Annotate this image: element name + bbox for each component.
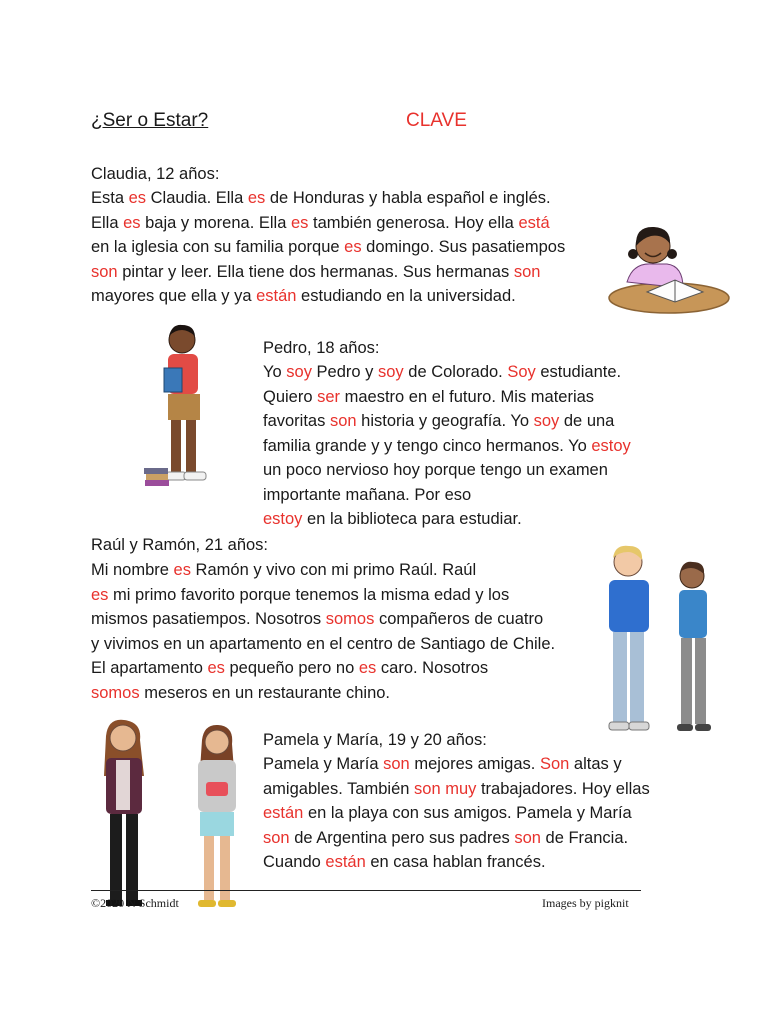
text-segment: altas y [569,755,622,773]
text-line [263,434,631,459]
text-segment: El apartamento [91,659,208,677]
text-line [91,656,555,681]
text-line [263,826,650,851]
illustration-claudia [605,212,735,318]
text-line [91,632,555,657]
answer-verb: Soy [507,363,536,381]
paragraph-raul-ramon [91,558,555,705]
text-line [263,801,650,826]
answer-verb: soy [533,412,560,430]
footer-image-credit: Images by pigknit [542,896,629,910]
text-segment: amigables. También [263,779,415,798]
text-segment: historia y geografía. Yo [356,412,534,430]
worksheet-title: ¿Ser o Estar? [91,110,209,131]
section-title-claudia: Claudia, 12 años: [91,165,220,183]
text-segment: en la playa con sus amigos. Pamela y María [303,804,632,822]
paragraph-pamela-maria [263,752,650,875]
answer-verb: es [173,561,191,579]
answer-verb: son [513,262,541,281]
section-title-pamela-maria: Pamela y María, 19 y 20 años: [263,731,487,749]
text-segment: Ella [91,213,124,232]
text-segment: maestro en el futuro. Mis materias [340,387,595,406]
paragraph-claudia [91,186,565,309]
answer-verb: estoy [591,436,631,455]
footer-divider [91,890,641,891]
text-line [263,385,631,410]
text-segment: y vivimos en un apartamento en el centro de Santiago de Chile. [91,634,556,653]
answer-verb: somos [325,610,375,628]
text-segment: mi primo favorito porque tenemos la misma edad y los [108,585,510,604]
text-line [91,284,565,309]
text-segment: de Francia. [540,828,629,847]
answer-verb: es [290,213,309,232]
answer-verb: son [514,828,541,847]
text-segment: de Colorado. [403,363,508,381]
answer-verb: son [329,412,357,430]
text-segment: pintar y leer. Ella tiene dos hermanas. Sus hermanas [117,262,514,281]
text-segment: familia grande y y tengo cinco hermanos. Yo [263,436,592,455]
answer-verb: estoy [263,510,303,528]
text-line [263,850,650,875]
text-line [263,483,631,508]
text-segment: compañeros de cuatro [374,610,544,628]
answer-verb: es [344,238,362,256]
answer-verb: Son [539,755,570,773]
text-segment: de Honduras y habla español e inglés. [265,189,551,207]
text-segment: Pamela y María [263,755,384,773]
answer-verb: soy [286,363,312,381]
text-line [263,777,650,802]
answer-verb: es [128,189,147,207]
answer-verb: son [91,262,118,281]
text-segment: también generosa. Hoy ella [308,213,519,232]
text-line [263,752,650,777]
text-segment: importante mañana. Por eso [263,485,472,504]
answer-verb: están [256,287,297,305]
text-segment: Pedro y [311,363,378,381]
text-segment: pequeño pero no [224,659,359,677]
text-segment: en casa hablan francés. [365,853,546,871]
answer-verb: están [263,804,304,822]
text-line [91,607,555,632]
answer-key-label: CLAVE [406,110,467,131]
text-line [263,458,631,483]
text-segment: un poco nervioso hoy porque tengo un examen [263,461,608,479]
answer-verb: son muy [414,779,477,798]
text-segment: baja y morena. Ella [140,213,291,232]
text-line [91,583,555,608]
text-segment: meseros en un restaurante chino. [139,683,391,702]
text-segment: Ramón y vivo con mi primo Raúl. Raúl [190,561,477,579]
text-segment: favoritas [263,412,330,430]
text-segment: caro. Nosotros [376,659,489,677]
answer-verb: soy [378,363,404,381]
text-line [91,681,555,706]
text-segment: domingo. Sus pasatiempos [361,238,566,256]
text-segment: mayores que ella y ya [91,287,257,305]
answer-verb: es [247,189,266,207]
text-segment: Quiero [263,387,318,406]
text-line [263,409,631,434]
text-segment: de una [559,412,615,430]
text-segment: Esta [91,189,129,207]
answer-verb: están [325,853,366,871]
text-line [263,507,631,532]
answer-verb: está [518,213,550,232]
answer-verb: son [263,828,290,847]
illustration-pamela-maria [86,716,246,916]
text-line [263,360,631,385]
illustration-raul-ramon [595,542,725,738]
text-line [91,235,565,260]
answer-verb: es [207,659,225,677]
text-line [91,186,565,211]
section-title-pedro: Pedro, 18 años: [263,339,380,357]
text-segment: estudiando en la universidad. [296,287,516,305]
illustration-pedro [140,322,218,490]
answer-verb: es [123,213,141,232]
text-segment: Claudia. Ella [146,189,248,207]
text-line [91,260,565,285]
footer-copyright: ©2020 N Schmidt [91,896,179,910]
answer-verb: son [383,755,410,773]
paragraph-pedro [263,360,631,532]
text-line [91,211,565,236]
text-segment: de Argentina pero sus padres [289,828,515,847]
text-segment: Mi nombre [91,561,174,579]
text-segment: Yo [263,363,287,381]
answer-verb: es [91,585,109,604]
text-line [91,558,555,583]
answer-verb: somos [91,683,140,702]
text-segment: mejores amigas. [409,755,540,773]
answer-verb: es [358,659,377,677]
section-title-raul-ramon: Raúl y Ramón, 21 años: [91,536,269,554]
text-segment: trabajadores. Hoy ellas [476,779,650,798]
text-segment: estudiante. [535,363,622,381]
text-segment: en la iglesia con su familia porque [91,238,345,256]
text-segment: mismos pasatiempos. Nosotros [91,610,326,628]
text-segment: en la biblioteca para estudiar. [302,510,522,528]
text-segment: Cuando [263,853,326,871]
answer-verb: ser [317,387,341,406]
